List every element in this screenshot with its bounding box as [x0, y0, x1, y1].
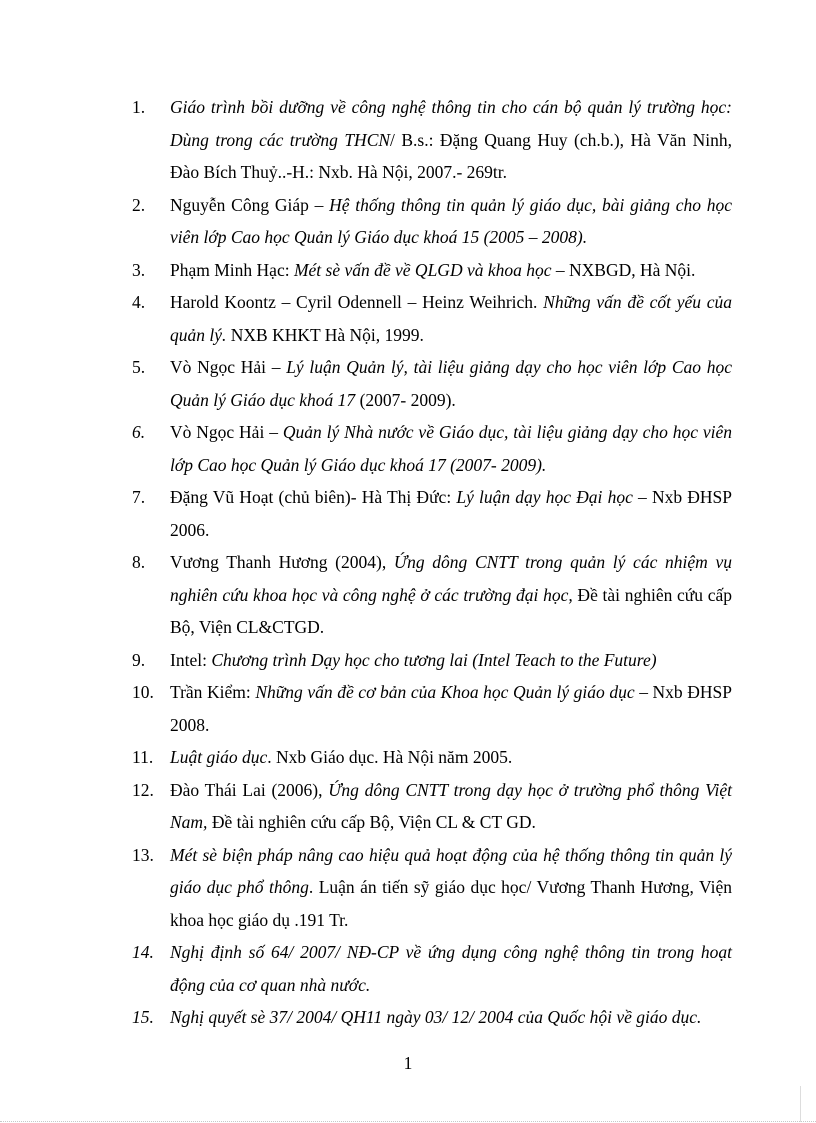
reference-item — [132, 254, 732, 287]
reference-title-text: Quản lý Nhà nước về Giáo dục, tài liệu giảng dạy cho học viên lớp Cao học Quản lý Giáo dục khoá 17 (2007- 2009). — [170, 422, 733, 475]
page-bottom-rule — [0, 1121, 816, 1122]
reference-item — [132, 936, 732, 1001]
reference-title-text: Mét sè biện pháp nâng cao hiệu quả hoạt động của hệ thống thông tin quản lý giáo dục phổ thông — [170, 844, 732, 897]
reference-title-text: Giáo trình bồi dưỡng về công nghệ thông tin cho cán bộ quản lý trường học: Dùng trong các trường THCN — [170, 97, 732, 150]
reference-item — [132, 286, 732, 351]
reference-text: Harold Koontz – Cyril Odennell – Heinz Weihrich. — [170, 292, 544, 312]
reference-item — [132, 676, 732, 741]
reference-number: 14. — [132, 942, 154, 962]
reference-number: 8. — [132, 552, 146, 572]
reference-item — [132, 546, 732, 644]
reference-text: Intel: — [170, 649, 212, 670]
reference-number: 15. — [132, 1007, 154, 1027]
reference-item — [132, 644, 732, 677]
reference-number: 2. — [132, 194, 146, 215]
reference-title-text: Lý luận Quản lý, tài liệu giảng dạy cho học viên lớp Cao học Quản lý Giáo dục khoá 17 — [170, 357, 732, 410]
reference-text: – Nxb ĐHSP 2006. — [170, 487, 732, 540]
reference-text: Trần Kiểm: — [170, 682, 256, 702]
reference-item — [132, 774, 732, 839]
reference-item — [132, 91, 732, 189]
reference-title-text: Ứng dông CNTT trong quản lý các nhiệm vụ nghiên cứu khoa học và công nghệ ở các trường đại học, — [170, 552, 732, 605]
reference-title-text: Nghị định số 64/ 2007/ NĐ-CP về ứng dụng công nghệ thông tin trong hoạt động của cơ quan nhà nước. — [170, 942, 732, 995]
reference-text: Đào Thái Lai (2006), — [170, 779, 329, 800]
reference-title-text: Hệ thống thông tin quản lý giáo dục, bài giảng cho học viên lớp Cao học Quản lý Giáo dục khoá 15 (2005 – 2008). — [170, 194, 732, 247]
reference-text: / B.s.: Đặng Quang Huy (ch.b.), Hà Văn Ninh, Đào Bích Thuỷ..-H.: Nxb. Hà Nội, 2007.- 269tr. — [170, 129, 733, 182]
reference-number: 3. — [132, 259, 146, 280]
reference-number: 10. — [132, 682, 154, 702]
reference-title-text: Những vấn đề cơ bản của Khoa học Quản lý giáo dục — [255, 682, 635, 702]
reference-item — [132, 741, 732, 774]
reference-number: 7. — [132, 487, 146, 507]
reference-title-text: Ứng dông CNTT trong dạy học ở trường phổ thông Việt Nam, — [170, 779, 732, 832]
reference-item — [132, 189, 732, 254]
reference-title-text: Nghị quyết sè 37/ 2004/ QH11 ngày 03/ 12/ 2004 của Quốc hội về giáo dục. — [170, 1007, 702, 1027]
page-edge-mark — [800, 1086, 801, 1122]
reference-text: Đề tài nghiên cứu cấp Bộ, Viện CL & CT GD. — [207, 812, 536, 832]
reference-number: 5. — [132, 357, 146, 377]
reference-number: 4. — [132, 292, 146, 312]
reference-item — [132, 481, 732, 546]
reference-item — [132, 1001, 732, 1034]
reference-number: 11. — [132, 747, 154, 767]
reference-text: Vò Ngọc Hải – — [170, 422, 283, 442]
reference-text: Nguyễn Công Giáp – — [170, 194, 330, 215]
reference-text: Đề tài nghiên cứu cấp Bộ, Viện CL&CTGD. — [170, 584, 732, 637]
reference-text: (2007- 2009). — [355, 389, 456, 410]
reference-text: Đặng Vũ Hoạt (chủ biên)- Hà Thị Đức: — [170, 487, 457, 507]
reference-item — [132, 839, 732, 937]
reference-item — [132, 351, 732, 416]
reference-number: 12. — [132, 779, 154, 800]
reference-title-text: Lý luận dạy học Đại học — [456, 487, 633, 507]
reference-text: – Nxb ĐHSP 2008. — [170, 682, 732, 735]
reference-text: Phạm Minh Hạc: — [170, 259, 294, 280]
reference-text: Vò Ngọc Hải – — [170, 357, 287, 377]
reference-item — [132, 416, 732, 481]
reference-number: 1. — [132, 97, 146, 117]
reference-title-text: Chương trình Dạy học cho tương lai (Intel Teach to the Future) — [211, 649, 657, 670]
reference-text: Vương Thanh Hương (2004), — [170, 552, 394, 572]
reference-title-text: Những vấn đề cốt yếu của quản lý. — [170, 292, 733, 345]
reference-list — [132, 91, 732, 1034]
reference-text: – NXBGD, Hà Nội. — [551, 259, 696, 280]
reference-number: 9. — [132, 649, 146, 670]
reference-title-text: Mét sè vấn đề về QLGD và khoa học — [293, 259, 552, 280]
reference-text: . Nxb Giáo dục. Hà Nội năm 2005. — [267, 747, 513, 767]
reference-title-text: Luật giáo dục — [170, 747, 268, 767]
reference-text: NXB KHKT Hà Nội, 1999. — [226, 324, 424, 345]
page-number: 1 — [403, 1053, 413, 1073]
reference-number: 6. — [132, 422, 146, 442]
reference-number: 13. — [132, 844, 154, 865]
reference-text: . Luận án tiến sỹ giáo dục học/ Vương Thanh Hương, Viện khoa học giáo dụ .191 Tr. — [170, 877, 733, 930]
